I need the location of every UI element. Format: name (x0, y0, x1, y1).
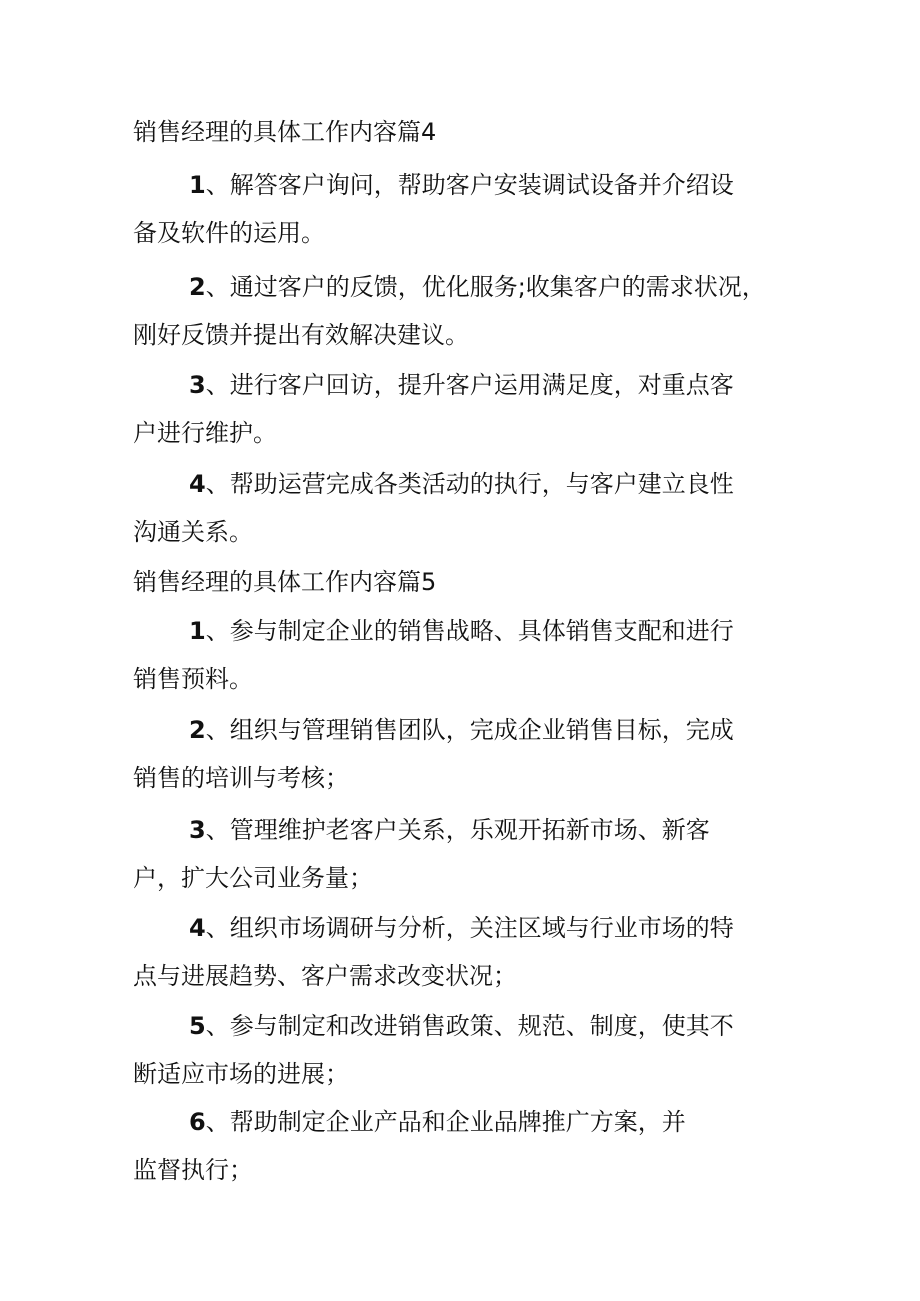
item-number: 3 (189, 371, 206, 399)
item-text: 、解答客户询问，帮助客户安装调试设备并介绍设 (205, 171, 734, 199)
item-first-line (133, 1098, 813, 1146)
item-continuation-line: 销售的培训与考核； (133, 764, 349, 792)
item-continuation-line: 沟通关系。 (133, 518, 253, 546)
item-number: 1 (189, 171, 206, 199)
item-text: 、组织市场调研与分析，关注区域与行业市场的特 (205, 914, 734, 942)
item-first-line (133, 460, 813, 508)
item-continuation-line: 户进行维护。 (133, 419, 277, 447)
list-item (133, 161, 813, 257)
item-text: 、帮助制定企业产品和企业品牌推广方案，并 (205, 1108, 686, 1136)
item-continuation-line: 点与进展趋势、客户需求改变状况； (133, 962, 517, 990)
item-first-line (133, 806, 813, 854)
list-item (133, 1098, 813, 1194)
item-number: 6 (189, 1108, 206, 1136)
item-number: 1 (189, 617, 206, 645)
item-continuation-line: 断适应市场的进展； (133, 1060, 349, 1088)
item-first-line (133, 161, 813, 209)
list-item (133, 904, 813, 1000)
list-item (133, 1002, 813, 1098)
item-text: 、进行客户回访，提升客户运用满足度，对重点客 (205, 371, 734, 399)
item-first-line (133, 1002, 813, 1050)
item-number: 2 (189, 273, 206, 301)
item-number: 4 (189, 914, 206, 942)
item-continuation-line: 备及软件的运用。 (133, 219, 325, 247)
list-item (133, 460, 813, 556)
item-first-line (133, 263, 813, 311)
item-text: 、组织与管理销售团队，完成企业销售目标，完成 (205, 716, 734, 744)
item-number: 3 (189, 816, 206, 844)
item-first-line (133, 904, 813, 952)
section-title: 销售经理的具体工作内容篇4 (133, 118, 437, 146)
item-text: 、帮助运营完成各类活动的执行，与客户建立良性 (205, 470, 734, 498)
item-text: 、参与制定企业的销售战略、具体销售支配和进行 (205, 617, 734, 645)
list-item (133, 607, 813, 703)
item-first-line (133, 706, 813, 754)
section-title: 销售经理的具体工作内容篇5 (133, 568, 437, 596)
item-continuation-line: 销售预料。 (133, 665, 253, 693)
list-item (133, 263, 813, 359)
item-first-line (133, 607, 813, 655)
item-text: 、通过客户的反馈，优化服务;收集客户的需求状况， (205, 273, 766, 301)
item-continuation-line: 户，扩大公司业务量； (133, 864, 373, 892)
item-number: 5 (189, 1012, 206, 1040)
item-text: 、管理维护老客户关系，乐观开拓新市场、新客 (205, 816, 710, 844)
item-continuation-line: 刚好反馈并提出有效解决建议。 (133, 321, 469, 349)
list-item (133, 361, 813, 457)
list-item (133, 706, 813, 802)
item-continuation-line: 监督执行； (133, 1156, 253, 1184)
item-text: 、参与制定和改进销售政策、规范、制度，使其不 (205, 1012, 734, 1040)
list-item (133, 806, 813, 902)
item-number: 2 (189, 716, 206, 744)
item-first-line (133, 361, 813, 409)
item-number: 4 (189, 470, 206, 498)
